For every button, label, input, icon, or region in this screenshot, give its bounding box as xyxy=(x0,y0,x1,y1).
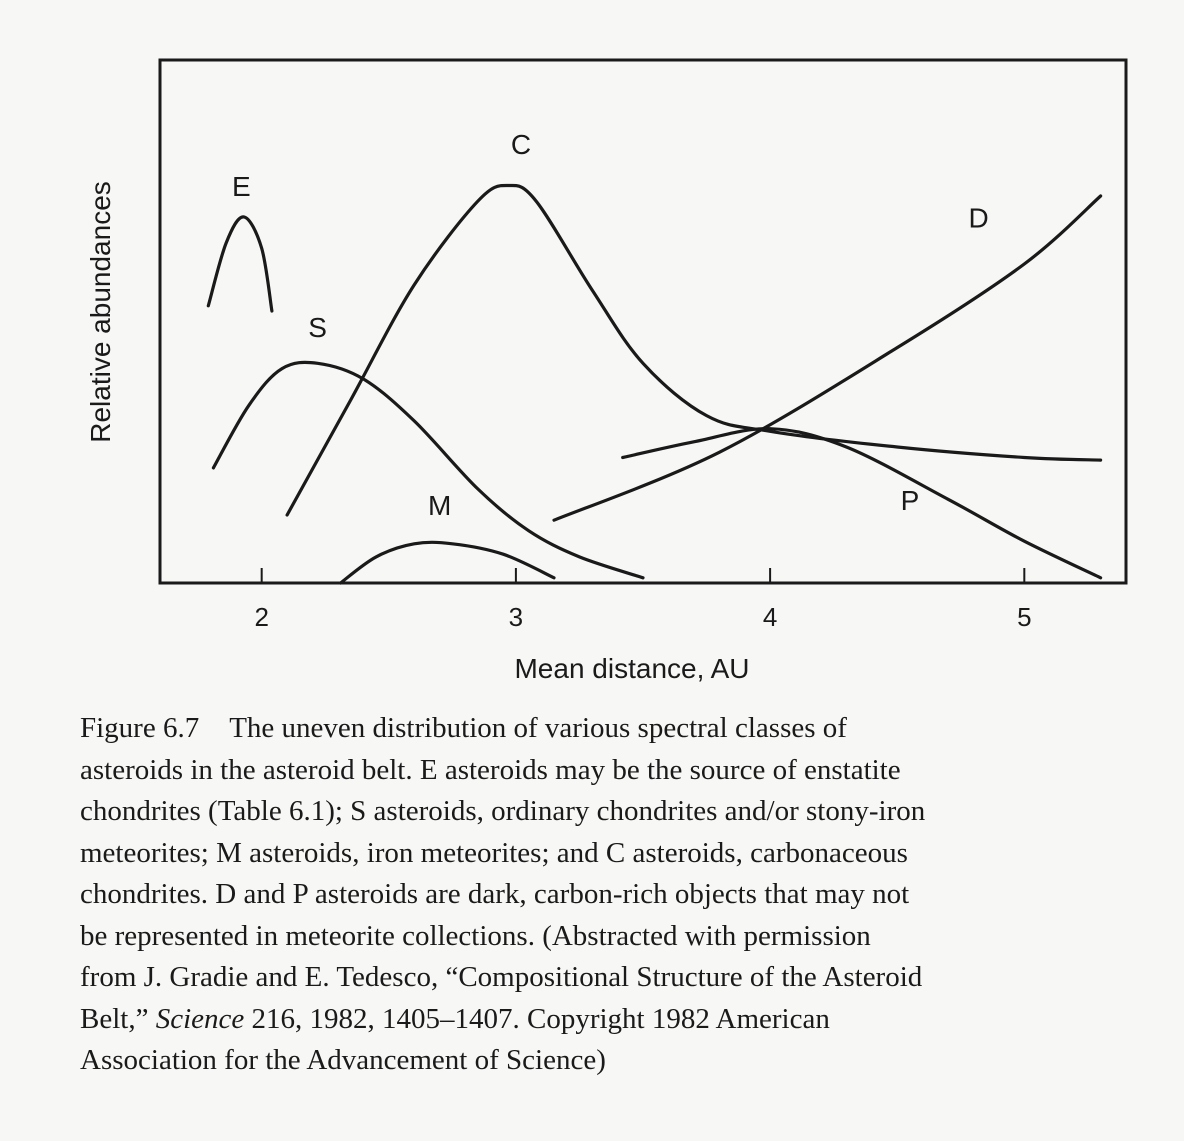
series-label-c: C xyxy=(510,129,532,161)
caption-text: Belt,” xyxy=(80,1002,156,1035)
caption-line-4: meteorites; M asteroids, iron meteorites; and C asteroids, carbonaceous xyxy=(80,836,908,869)
caption-line-3: chondrites (Table 6.1); S asteroids, ordinary chondrites and/or stony-iron xyxy=(80,795,926,827)
caption-text: 216, 1982, 1405–1407. Copyright 1982 American xyxy=(244,1002,830,1035)
figure-caption xyxy=(80,708,1140,1082)
y-axis-title: Relative abundances xyxy=(85,181,116,443)
x-axis-tick-labels xyxy=(254,602,1031,632)
series-d-curve xyxy=(554,196,1101,520)
plot-frame xyxy=(160,60,1126,583)
journal-title: Science xyxy=(155,1002,245,1035)
x-tick-label-3: 3 xyxy=(508,602,524,632)
caption-line-6: be represented in meteorite collections. (Abstracted with permission xyxy=(80,919,871,952)
series-label-d: D xyxy=(968,202,989,234)
series-label-e: E xyxy=(232,170,251,202)
series-label-s: S xyxy=(308,312,327,344)
caption-line-2: asteroids in the asteroid belt. E asteroids may be the source of enstatite xyxy=(80,753,901,786)
figure-number: Figure 6.7 xyxy=(80,712,200,744)
caption-line-8 xyxy=(80,999,1140,1041)
x-axis-ticks xyxy=(262,568,1025,583)
x-tick-label-2: 2 xyxy=(254,602,269,632)
x-axis-title: Mean distance, AU xyxy=(514,653,750,684)
series-label-p: P xyxy=(900,484,920,516)
series-label-m: M xyxy=(427,490,452,522)
series-curves xyxy=(208,185,1100,583)
series-p-curve xyxy=(623,429,1101,578)
caption-text: The uneven distribution of various spectral classes of xyxy=(229,712,847,744)
series-labels xyxy=(232,129,989,521)
series-m-curve xyxy=(341,542,555,583)
caption-line-9: Association for the Advancement of Science) xyxy=(80,1044,606,1076)
caption-line-1 xyxy=(80,708,1140,750)
x-tick-label-5: 5 xyxy=(1017,602,1032,632)
x-tick-label-4: 4 xyxy=(762,602,778,632)
series-s-curve xyxy=(213,362,643,577)
caption-line-7: from J. Gradie and E. Tedesco, “Compositional Structure of the Asteroid xyxy=(80,961,923,993)
series-e-curve xyxy=(208,217,272,311)
caption-line-5: chondrites. D and P asteroids are dark, carbon-rich objects that may not xyxy=(80,878,910,910)
